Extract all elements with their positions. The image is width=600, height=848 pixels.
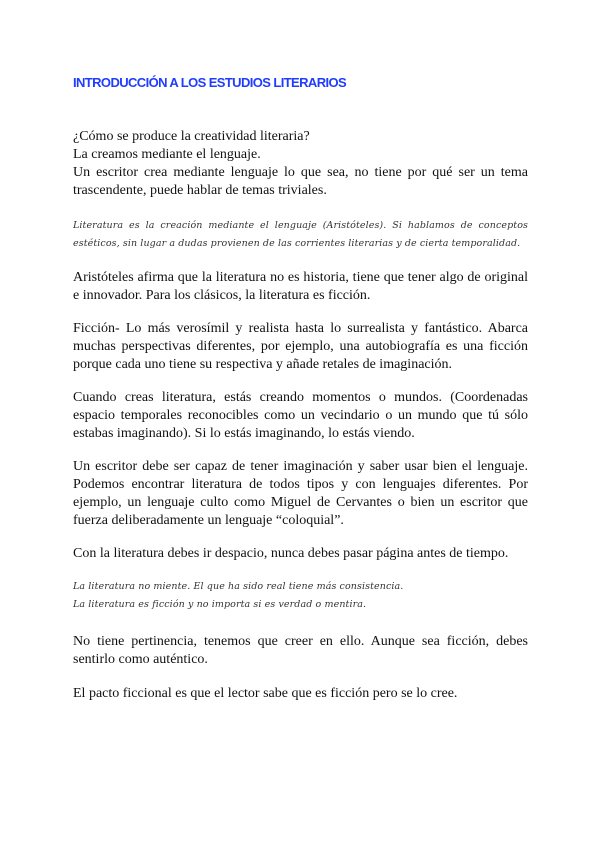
document-page: [73, 0, 528, 848]
quote-block-1: [73, 217, 528, 253]
quote-line-2: La literatura es ficción y no importa si es verdad o mentira.: [73, 599, 367, 610]
paragraph-ficcion: Ficción- Lo más verosímil y realista hasta lo surrealista y fantástico. Abarca muchas perspectivas diferentes, por ejemplo, una autobiografía es una ficción porque cada uno tiene su respectiva y añade retales de imaginación.: [73, 321, 528, 372]
paragraph-1: [73, 269, 528, 305]
quote-aristoteles: Literatura es la creación mediante el lenguaje (Aristóteles). Si hablamos de conceptos estéticos, sin lugar a dudas provienen de las corrientes literarias y de cierta temporalidad.: [73, 220, 528, 249]
paragraph-7: [73, 685, 528, 703]
document-title: INTRODUCCIÓN A LOS ESTUDIOS LITERARIOS: [73, 75, 347, 90]
paragraph-6: [73, 633, 528, 669]
quote-block-2: [73, 578, 528, 614]
paragraph-pacto: El pacto ficcional es que el lector sabe que es ficción pero se lo cree.: [73, 686, 458, 701]
intro-block: [73, 128, 528, 200]
paragraph-5: [73, 545, 528, 563]
quote-line-1: La literatura no miente. El que ha sido real tiene más consistencia.: [73, 581, 404, 592]
quote-literatura: [73, 578, 528, 614]
paragraph-despacio: Con la literatura debes ir despacio, nunca debes pasar página antes de tiempo.: [73, 546, 509, 561]
intro-line-1: ¿Cómo se produce la creatividad literaria?: [73, 129, 310, 144]
paragraph-escritor: Un escritor debe ser capaz de tener imaginación y saber usar bien el lenguaje. Podemos encontrar literatura de todos tipos y con lenguajes diferentes. Por ejemplo, un lenguaje culto como Miguel de Cervantes o bien un escritor que fuerza deliberadamente un lenguaje “coloquial”.: [73, 459, 528, 528]
paragraph-mundos: Cuando creas literatura, estás creando momentos o mundos. (Coordenadas espacio temporales reconocibles como un vecindario o un mundo que tú sólo estabas imaginando). Si lo estás imaginando, lo estás viendo.: [73, 390, 528, 441]
paragraph-3: [73, 389, 528, 443]
intro-question: [73, 128, 528, 200]
paragraph-2: [73, 320, 528, 374]
paragraph-4: [73, 458, 528, 530]
intro-line-2: La creamos mediante el lenguaje.: [73, 147, 261, 162]
paragraph-aristoteles: Aristóteles afirma que la literatura no es historia, tiene que tener algo de original e innovador. Para los clásicos, la literatura es ficción.: [73, 270, 528, 303]
intro-line-3: Un escritor crea mediante lenguaje lo que sea, no tiene por qué ser un tema trascendente, puede hablar de temas triviales.: [73, 165, 528, 198]
paragraph-pertinencia: No tiene pertinencia, tenemos que creer en ello. Aunque sea ficción, debes sentirlo como auténtico.: [73, 634, 528, 667]
